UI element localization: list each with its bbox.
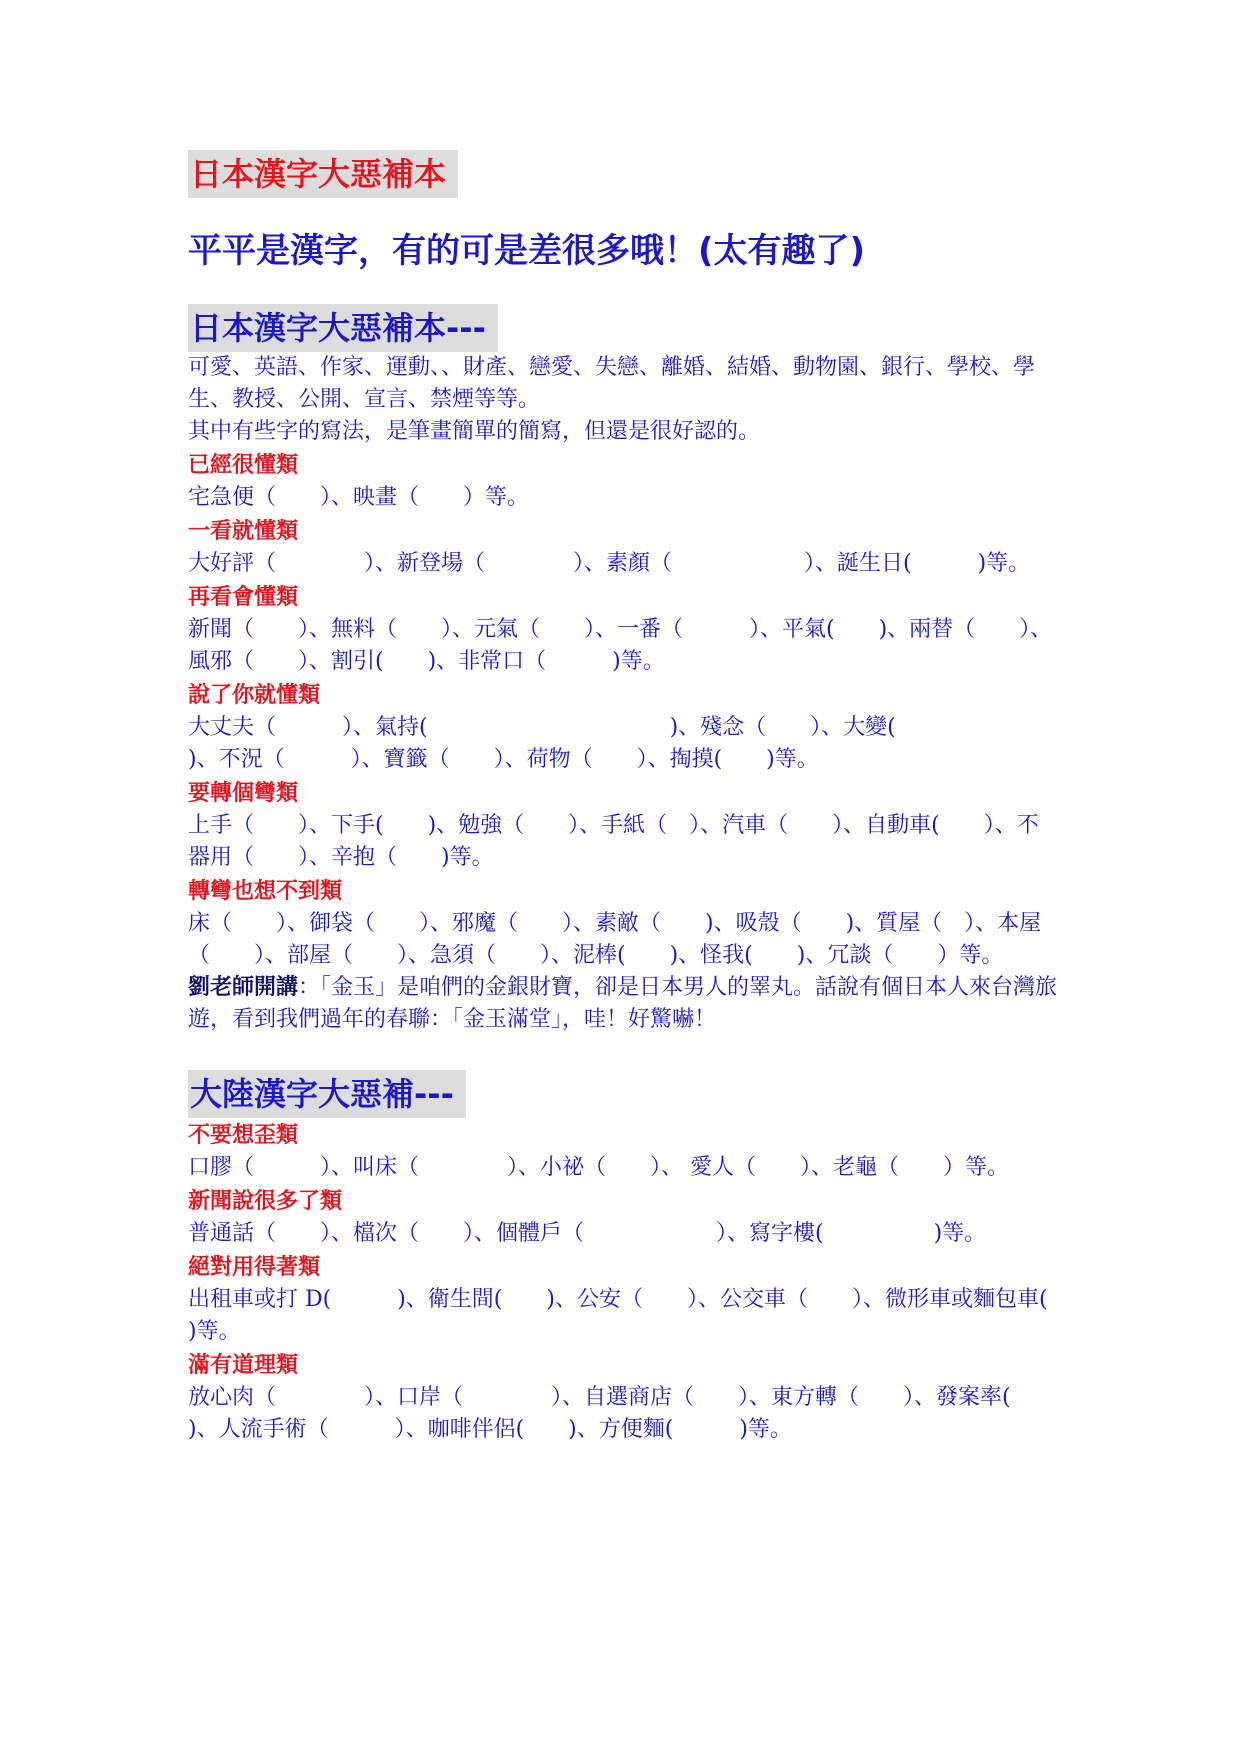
category-words: 大丈夫（ ）、氣持( )、殘念（ ）、大變( )、不況（ ）、寶籤（ ）、荷物（ ）、掏摸( )等。 bbox=[188, 715, 1050, 772]
category-words: 床（ ）、御袋（ ）、邪魔（ ）、素敵（ )、吸殼（ )、質屋（ ）、本屋（ ）、部屋（ ）、急須（ ）、泥棒( )、怪我( )、冗談（ ）等。 bbox=[188, 911, 1042, 968]
teacher-note-lead: 劉老師開講 bbox=[188, 975, 299, 1000]
category-title: 說了你就懂類 bbox=[188, 683, 321, 708]
teacher-note-text: ：「金玉」是咱們的金銀財寶，卻是日本男人的睪丸。話說有個日本人來台灣旅遊，看到我們過年的春聯：「金玉滿堂」，哇！好驚嚇！ bbox=[188, 975, 1058, 1032]
category-title: 一看就懂類 bbox=[188, 519, 299, 544]
japan-intro-note: 其中有些字的寫法，是筆畫簡單的簡寫，但還是很好認的。 bbox=[188, 419, 761, 444]
category-title: 絕對用得著類 bbox=[188, 1255, 321, 1280]
category-title: 轉彎也想不到類 bbox=[188, 879, 343, 904]
mainland-heading bbox=[188, 1070, 1058, 1118]
category-title: 不要想歪類 bbox=[188, 1123, 299, 1148]
document-title-text: 日本漢字大惡補本 bbox=[188, 150, 458, 198]
category-title: 要轉個彎類 bbox=[188, 781, 299, 806]
teacher-note bbox=[188, 972, 1058, 1036]
mainland-heading-text: 大陸漢字大惡補--- bbox=[188, 1070, 466, 1118]
category-words: 普通話（ ）、檔次（ ）、個體戶（ ）、寫字樓( )等。 bbox=[188, 1221, 987, 1246]
category-title: 新聞說很多了類 bbox=[188, 1189, 343, 1214]
japan-heading-text: 日本漢字大惡補本--- bbox=[188, 304, 498, 352]
document-subtitle: 平平是漢字，有的可是差很多哦！(太有趣了) bbox=[188, 231, 866, 271]
category-words: 放心肉（ ）、口岸（ ）、自選商店（ ）、東方轉（ ）、發案率( )、人流手術（ ）、咖啡伴侶( )、方便麵( )等。 bbox=[188, 1385, 1077, 1442]
document-title bbox=[188, 150, 1058, 198]
category-words: 上手（ ）、下手( )、勉強（ ）、手紙（ ）、汽車（ ）、自動車( ）、不器用（ ）、辛抱（ )等。 bbox=[188, 813, 1039, 870]
category-words: 大好評（ ）、新登場（ ）、素顏（ ）、誕生日( )等。 bbox=[188, 551, 1031, 576]
mainland-section bbox=[188, 1070, 1114, 1446]
japan-section bbox=[188, 304, 1058, 1036]
category-words: 新聞（ ）、無料（ ）、元氣（ ）、一番（ ）、平氣( )、兩替（ ）、風邪（ ）、割引( )、非常口（ )等。 bbox=[188, 617, 1053, 674]
document-content bbox=[188, 150, 1114, 1446]
japan-intro-words: 可愛、英語、作家、運動、、財產、戀愛、失戀、離婚、結婚、動物園、銀行、學校、學生、教授、公開、宣言、禁煙等等。 bbox=[188, 355, 1036, 412]
category-title: 已經很懂類 bbox=[188, 453, 299, 478]
category-title: 滿有道理類 bbox=[188, 1353, 299, 1378]
japan-heading bbox=[188, 304, 1058, 352]
category-title: 再看會懂類 bbox=[188, 585, 299, 610]
category-words: 出租車或打 D( )、衛生間( )、公安（ ）、公交車（ ）、微形車或麵包車( )等。 bbox=[188, 1287, 1114, 1344]
category-words: 口膠（ ）、叫床（ ）、小祕（ ）、 愛人（ ）、老龜（ ）等。 bbox=[188, 1155, 1009, 1180]
category-words: 宅急便（ ）、映畫（ ）等。 bbox=[188, 485, 530, 510]
